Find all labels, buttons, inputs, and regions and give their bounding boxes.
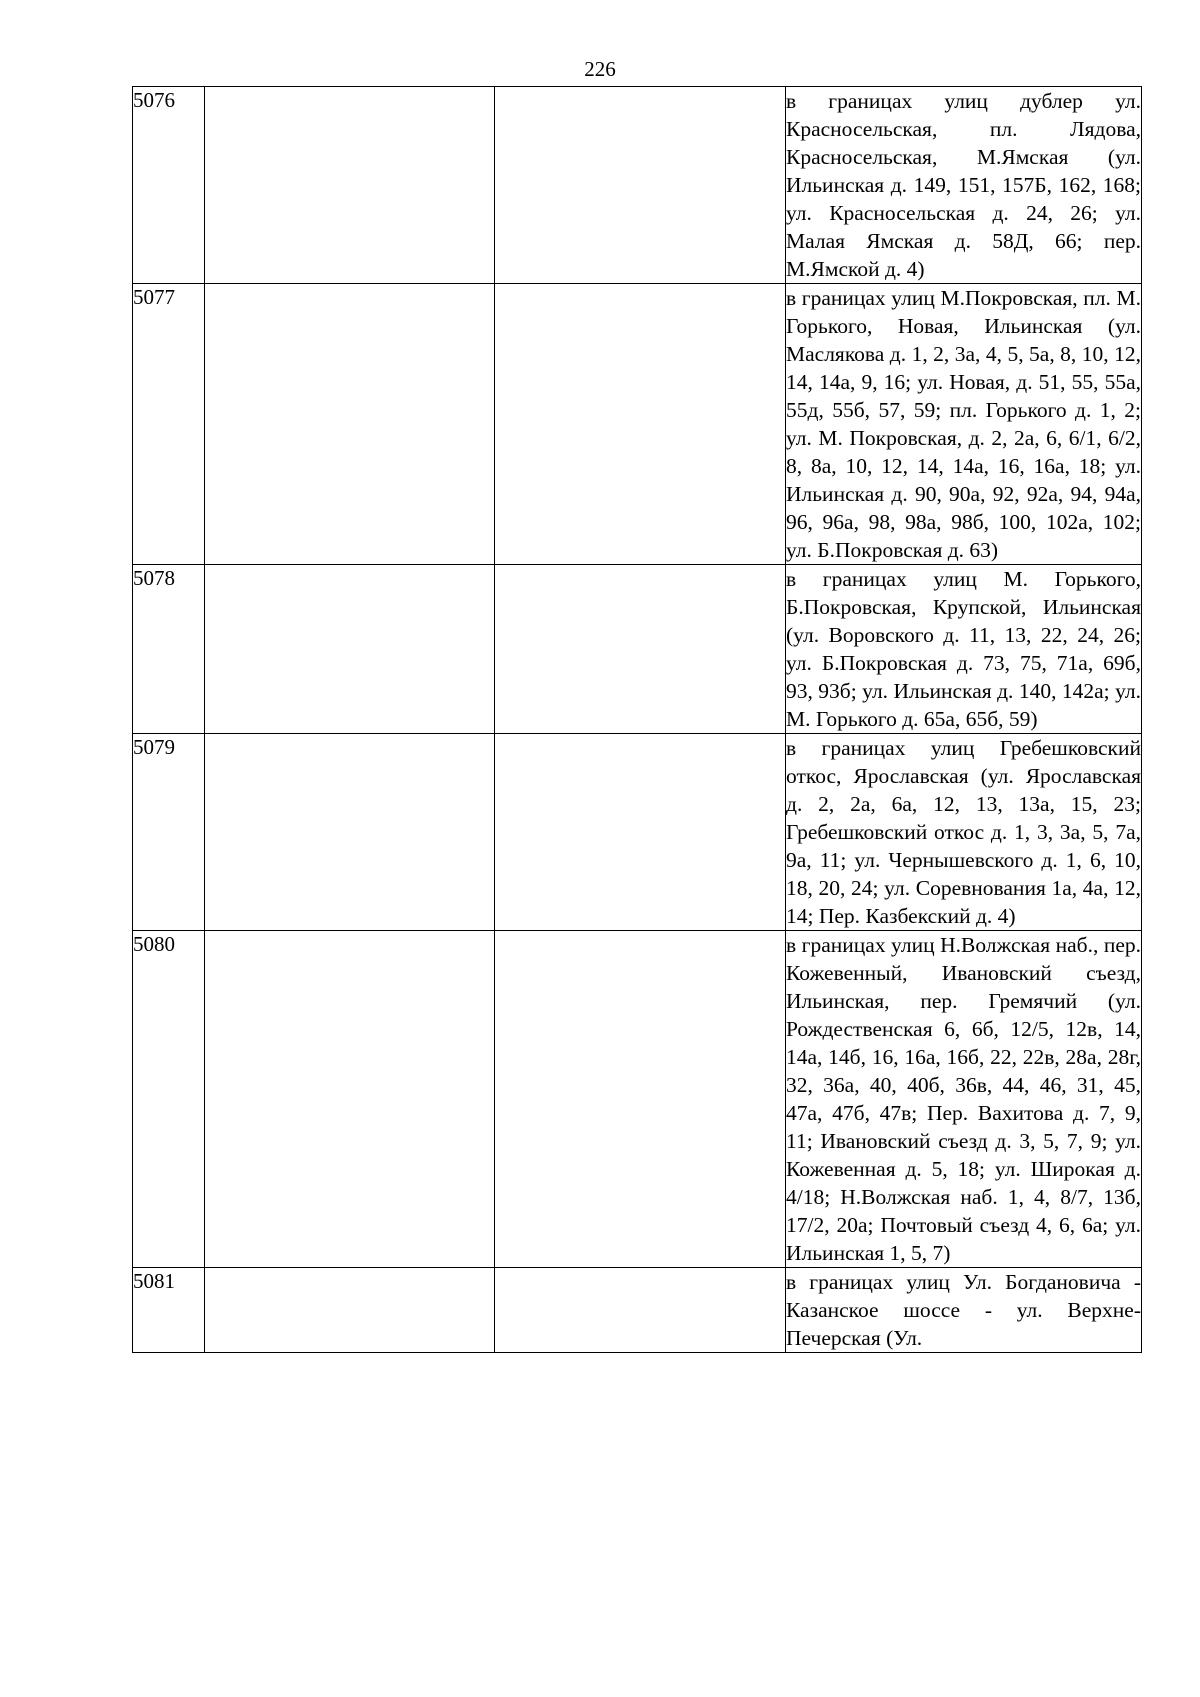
table-row xyxy=(133,931,1142,1268)
row-number: 5078 xyxy=(133,565,205,734)
empty-cell xyxy=(205,931,495,1268)
empty-cell xyxy=(495,734,786,931)
address-description: в границах улиц Ул. Богдановича - Казанское шоссе - ул. Верхне-Печерская (Ул. xyxy=(786,1268,1142,1353)
row-number: 5077 xyxy=(133,284,205,565)
address-description: в границах улиц Гребешковский откос, Ярославская (ул. Ярославская д. 2, 2а, 6а, 12, 13, 13а, 15, 23; Гребешковский откос д. 1, 3, 3а, 5, 7а, 9а, 11; ул. Чернышевского д. 1, 6, 10, 18, 20, 24; ул. Соревнования 1а, 4а, 12, 14; Пер. Казбекский д. 4) xyxy=(786,734,1142,931)
page-number: 226 xyxy=(584,57,616,81)
empty-cell xyxy=(205,565,495,734)
empty-cell xyxy=(495,87,786,284)
table-row xyxy=(133,284,1142,565)
address-description: в границах улиц дублер ул. Красносельская, пл. Лядова, Красносельская, М.Ямская (ул. Ильинская д. 149, 151, 157Б, 162, 168; ул. Красносельская д. 24, 26; ул. Малая Ямская д. 58Д, 66; пер. М.Ямской д. 4) xyxy=(786,87,1142,284)
empty-cell xyxy=(205,1268,495,1353)
table-row xyxy=(133,734,1142,931)
document-table xyxy=(132,86,1142,1353)
empty-cell xyxy=(205,734,495,931)
empty-cell xyxy=(495,931,786,1268)
address-description: в границах улиц М. Горького, Б.Покровская, Крупской, Ильинская (ул. Воровского д. 11, 13, 22, 24, 26; ул. Б.Покровская д. 73, 75, 71а, 69б, 93, 93б; ул. Ильинская д. 140, 142а; ул. М. Горького д. 65а, 65б, 59) xyxy=(786,565,1142,734)
empty-cell xyxy=(205,87,495,284)
empty-cell xyxy=(495,284,786,565)
empty-cell xyxy=(495,565,786,734)
table-row xyxy=(133,565,1142,734)
table-row xyxy=(133,1268,1142,1353)
table-row xyxy=(133,87,1142,284)
empty-cell xyxy=(205,284,495,565)
address-description: в границах улиц Н.Волжская наб., пер. Кожевенный, Ивановский съезд, Ильинская, пер. Гремячий (ул. Рождественская 6, 6б, 12/5, 12в, 14, 14а, 14б, 16, 16а, 16б, 22, 22в, 28а, 28г, 32, 36а, 40, 40б, 36в, 44, 46, 31, 45, 47а, 47б, 47в; Пер. Вахитова д. 7, 9, 11; Ивановский съезд д. 3, 5, 7, 9; ул. Кожевенная д. 5, 18; ул. Широкая д. 4/18; Н.Волжская наб. 1, 4, 8/7, 13б, 17/2, 20а; Почтовый съезд 4, 6, 6а; ул. Ильинская 1, 5, 7) xyxy=(786,931,1142,1268)
row-number: 5079 xyxy=(133,734,205,931)
row-number: 5076 xyxy=(133,87,205,284)
row-number: 5081 xyxy=(133,1268,205,1353)
empty-cell xyxy=(495,1268,786,1353)
address-description: в границах улиц М.Покровская, пл. М. Горького, Новая, Ильинская (ул. Маслякова д. 1, 2, 3а, 4, 5, 5а, 8, 10, 12, 14, 14а, 9, 16; ул. Новая, д. 51, 55, 55а, 55д, 55б, 57, 59; пл. Горького д. 1, 2; ул. М. Покровская, д. 2, 2а, 6, 6/1, 6/2, 8, 8а, 10, 12, 14, 14а, 16, 16а, 18; ул. Ильинская д. 90, 90а, 92, 92а, 94, 94а, 96, 96а, 98, 98а, 98б, 100, 102а, 102; ул. Б.Покровская д. 63) xyxy=(786,284,1142,565)
row-number: 5080 xyxy=(133,931,205,1268)
